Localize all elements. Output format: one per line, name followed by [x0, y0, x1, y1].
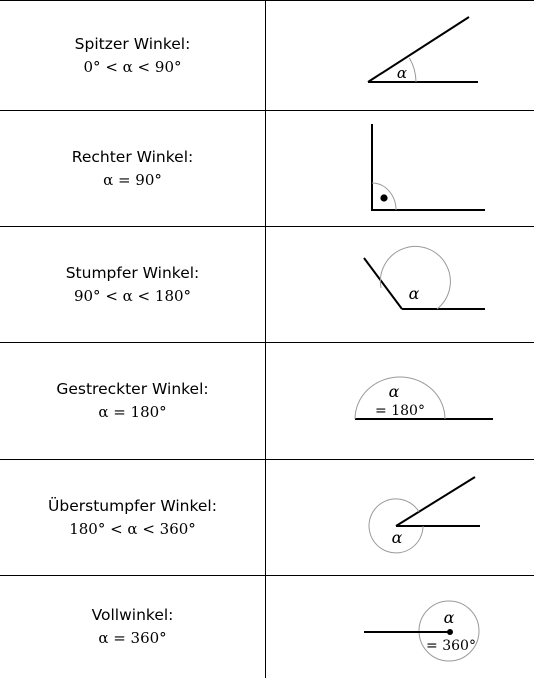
right-angle-dot-marker [380, 194, 387, 201]
obtuse-angle-left-ray [364, 258, 402, 309]
straight-angle-text-cell [0, 343, 265, 459]
acute-angle-text-cell [0, 1, 265, 110]
right-angle-formula: α = 90° [103, 170, 162, 189]
straight-angle-formula: α = 180° [98, 403, 167, 421]
right-angle-name: Rechter Winkel: [71, 147, 194, 166]
right-angle-text-cell [0, 111, 265, 226]
straight-angle-alpha-label: α [388, 382, 400, 401]
full-angle-value-label: = 360° [426, 638, 476, 654]
obtuse-angle-alpha-label: α [408, 284, 420, 303]
reflex-angle-alpha-label: α [391, 528, 403, 547]
reflex-angle-figure [266, 460, 534, 575]
right-angle-figure [266, 111, 534, 226]
full-angle-figure [266, 576, 534, 678]
full-angle-alpha-label: α [443, 608, 455, 627]
acute-angle-arc [409, 58, 416, 82]
row-acute-angle [0, 1, 534, 110]
full-angle-vertex-dot [447, 629, 453, 635]
acute-angle-alpha-label: α [396, 64, 408, 82]
row-obtuse-angle [0, 227, 534, 342]
obtuse-angle-figure [266, 227, 534, 342]
row-straight-angle [0, 343, 534, 459]
straight-angle-figure [266, 343, 534, 459]
reflex-angle-text-cell [0, 460, 265, 575]
acute-angle-figure [266, 1, 534, 110]
full-angle-name: Vollwinkel: [91, 606, 174, 624]
obtuse-angle-text-cell [0, 227, 265, 342]
reflex-angle-formula: 180° < α < 360° [69, 519, 196, 538]
reflex-angle-name: Überstumpfer Winkel: [48, 496, 217, 515]
full-angle-formula: α = 360° [98, 629, 167, 647]
acute-angle-upper-ray [368, 17, 469, 82]
row-reflex-angle [0, 460, 534, 575]
acute-angle-name: Spitzer Winkel: [74, 34, 191, 53]
obtuse-angle-formula: 90° < α < 180° [73, 286, 192, 305]
straight-angle-name: Gestreckter Winkel: [56, 380, 209, 398]
full-angle-text-cell [0, 576, 265, 678]
straight-angle-value-label: = 180° [375, 403, 425, 419]
row-full-angle [0, 576, 534, 678]
acute-angle-formula: 0° < α < 90° [83, 57, 182, 76]
row-right-angle [0, 111, 534, 226]
obtuse-angle-name: Stumpfer Winkel: [65, 263, 200, 282]
